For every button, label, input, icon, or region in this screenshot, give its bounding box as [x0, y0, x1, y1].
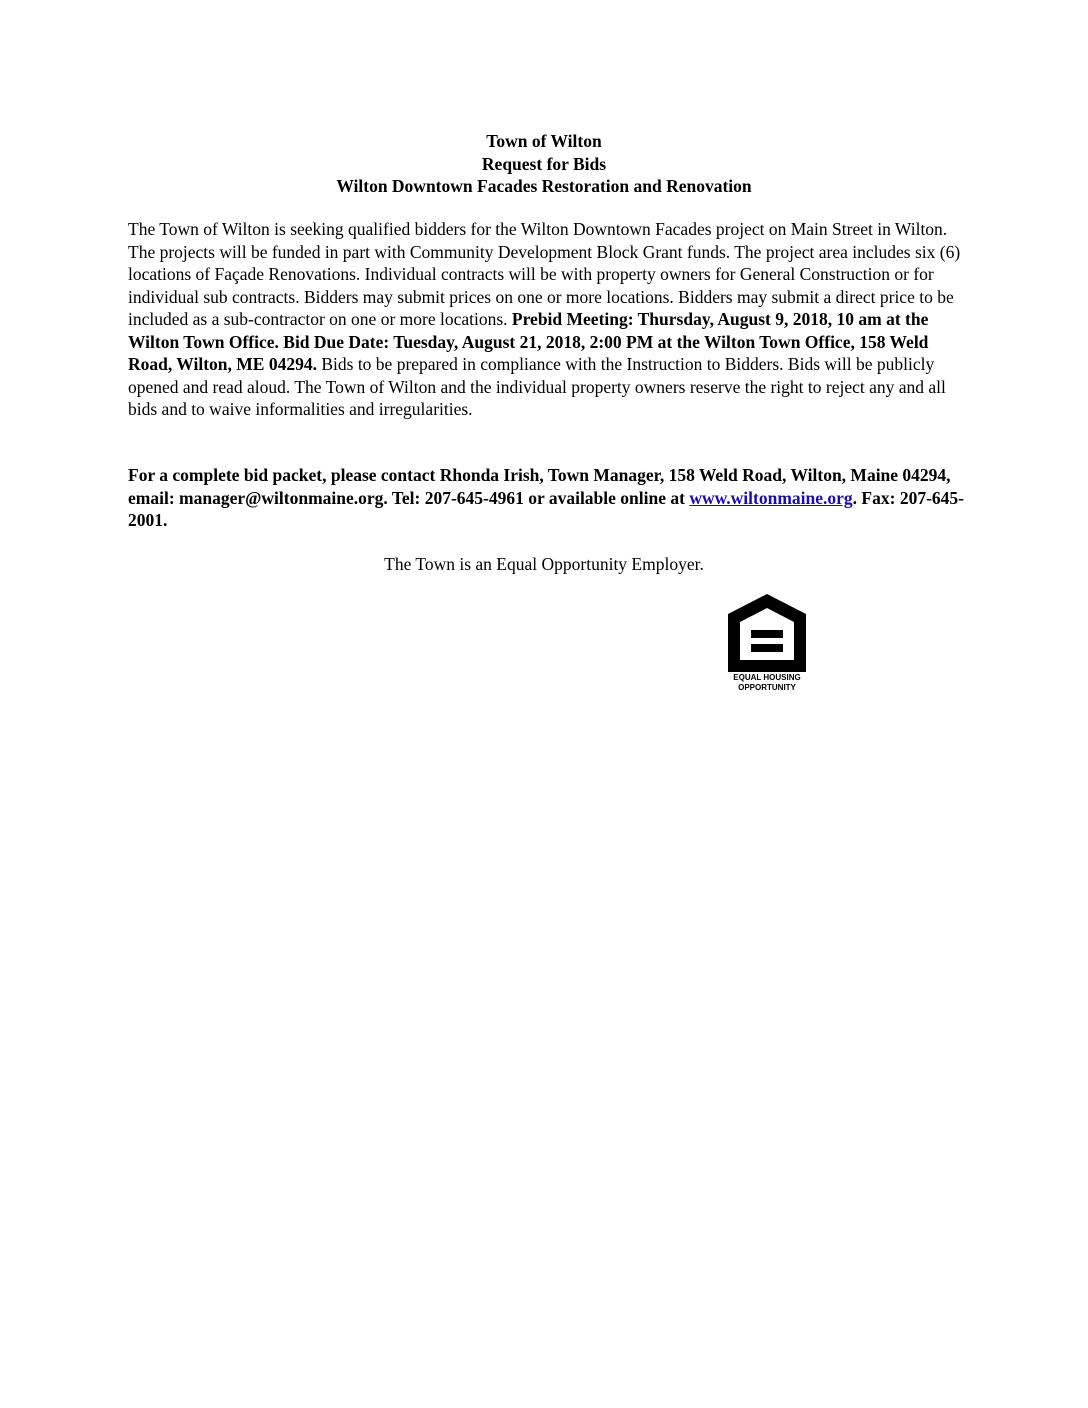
equal-housing-house-icon	[726, 592, 808, 696]
logo-line1: EQUAL HOUSING	[733, 673, 801, 682]
contact-paragraph	[128, 464, 968, 532]
equal-opportunity-statement: The Town is an Equal Opportunity Employer.	[384, 554, 704, 574]
prebid-meeting-text: Prebid Meeting: Thursday, August 9, 2018, 10 am at the Wilton Town Office.	[128, 309, 929, 352]
equal-housing-logo	[726, 592, 808, 696]
body-intro-text: The Town of Wilton is seeking qualified bidders for the Wilton Downtown Facades project on Main Street in Wilton. The projects will be funded in part with Community Development Block Grant funds. The project area includes six (6) locations of Façade Renovations. Individual contracts will be with property owners for General Construction or for individual sub contracts. Bidders may submit prices on one or more locations. Bidders may submit a direct price to be included as a sub-contractor on one or more locations.	[128, 219, 961, 329]
header-request: Request for Bids	[481, 153, 607, 174]
header-project: Wilton Downtown Facades Restoration and Renovation	[336, 176, 752, 196]
document-header	[0, 130, 1088, 198]
header-town: Town of Wilton	[486, 131, 602, 151]
logo-line2: OPPORTUNITY	[738, 683, 796, 692]
body-paragraph	[128, 218, 968, 421]
bid-due-date-text: Bid Due Date: Tuesday, August 21, 2018, 2:00 PM at the Wilton Town Office, 158 Weld Road, Wilton, ME 04294.	[128, 331, 929, 374]
fax-text: . Fax: 207-645-2001.	[128, 487, 964, 530]
website-link[interactable]: www.wiltonmaine.org	[689, 487, 853, 508]
body-closing-text: Bids to be prepared in compliance with the Instruction to Bidders. Bids will be publicly opened and read aloud. The Town of Wilton and the individual property owners reserve the right to reject any and all bids and to waive informalities and irregularities.	[128, 354, 946, 419]
contact-text: For a complete bid packet, please contact Rhonda Irish, Town Manager, 158 Weld Road, Wilton, Maine 04294, email: manager@wiltonmaine.org. Tel: 207-645-4961 or available online at	[128, 465, 951, 508]
